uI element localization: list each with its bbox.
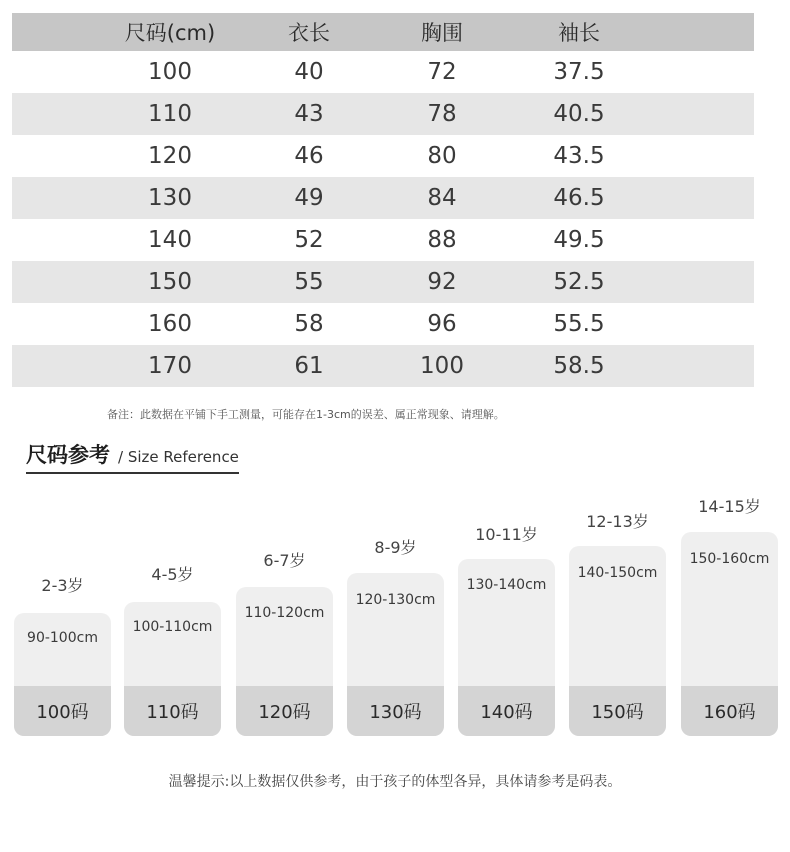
header-sleeve: 袖长: [558, 21, 600, 45]
card-age: 10-11岁: [475, 525, 538, 544]
table-note: 备注：此数据在平铺下手工测量，可能存在1-3cm的误差、属正常现象、请理解。: [107, 408, 505, 421]
card-size-label: 160码: [681, 686, 778, 736]
cell-sleeve: 37.5: [553, 59, 605, 85]
card-age: 4-5岁: [151, 565, 194, 584]
card-body: [347, 573, 444, 736]
card-body: [681, 532, 778, 736]
cell-length: 58: [294, 311, 324, 337]
cell-length: 61: [294, 353, 324, 379]
card-size-label: 110码: [124, 686, 221, 736]
cell-sleeve: 40.5: [553, 101, 605, 127]
card-size-label: 150码: [569, 686, 666, 736]
card-age: 14-15岁: [698, 497, 761, 516]
card-body: [236, 587, 333, 736]
cell-size: 170: [148, 353, 192, 379]
cell-length: 43: [294, 101, 324, 127]
cell-chest: 72: [427, 59, 457, 85]
cell-chest: 92: [427, 269, 457, 295]
cell-chest: 88: [427, 227, 457, 253]
card-body: [124, 602, 221, 736]
cell-chest: 96: [427, 311, 457, 337]
card-height-range: 110-120cm: [244, 605, 325, 621]
cell-sleeve: 52.5: [553, 269, 605, 295]
cell-sleeve: 49.5: [553, 227, 605, 253]
cell-chest: 100: [420, 353, 464, 379]
cell-sleeve: 58.5: [553, 353, 605, 379]
card-body: [458, 559, 555, 736]
card-size-label: 100码: [14, 686, 111, 736]
cell-length: 49: [294, 185, 324, 211]
footer-tip: 温馨提示:以上数据仅供参考，由于孩子的体型各异，具体请参考是码表。: [168, 774, 622, 790]
cell-chest: 80: [427, 143, 457, 169]
cell-length: 46: [294, 143, 324, 169]
cell-length: 55: [294, 269, 324, 295]
cell-sleeve: 43.5: [553, 143, 605, 169]
card-size-label: 120码: [236, 686, 333, 736]
size-reference-subtitle: / Size Reference: [118, 448, 239, 466]
card-age: 6-7岁: [263, 551, 306, 570]
size-reference-title: 尺码参考: [26, 443, 110, 467]
card-height-range: 120-130cm: [355, 592, 436, 608]
cell-size: 160: [148, 311, 192, 337]
header-size: 尺码(cm): [124, 21, 216, 45]
cell-sleeve: 55.5: [553, 311, 605, 337]
card-body: [569, 546, 666, 736]
card-size-label: 130码: [347, 686, 444, 736]
card-age: 2-3岁: [41, 576, 84, 595]
header-length: 衣长: [288, 21, 330, 45]
cell-sleeve: 46.5: [553, 185, 605, 211]
cell-size: 140: [148, 227, 192, 253]
cell-size: 120: [148, 143, 192, 169]
cell-length: 52: [294, 227, 324, 253]
card-height-range: 130-140cm: [466, 577, 547, 593]
card-body: [14, 613, 111, 736]
card-size-label: 140码: [458, 686, 555, 736]
card-age: 12-13岁: [586, 512, 649, 531]
card-height-range: 140-150cm: [577, 565, 658, 581]
card-height-range: 90-100cm: [27, 630, 98, 646]
cell-size: 130: [148, 185, 192, 211]
cell-size: 100: [148, 59, 192, 85]
cell-size: 110: [148, 101, 192, 127]
header-chest: 胸围: [421, 21, 463, 45]
card-height-range: 150-160cm: [689, 551, 770, 567]
card-age: 8-9岁: [374, 538, 417, 557]
card-height-range: 100-110cm: [132, 619, 213, 635]
cell-length: 40: [294, 59, 324, 85]
cell-chest: 78: [427, 101, 457, 127]
cell-size: 150: [148, 269, 192, 295]
cell-chest: 84: [427, 185, 457, 211]
